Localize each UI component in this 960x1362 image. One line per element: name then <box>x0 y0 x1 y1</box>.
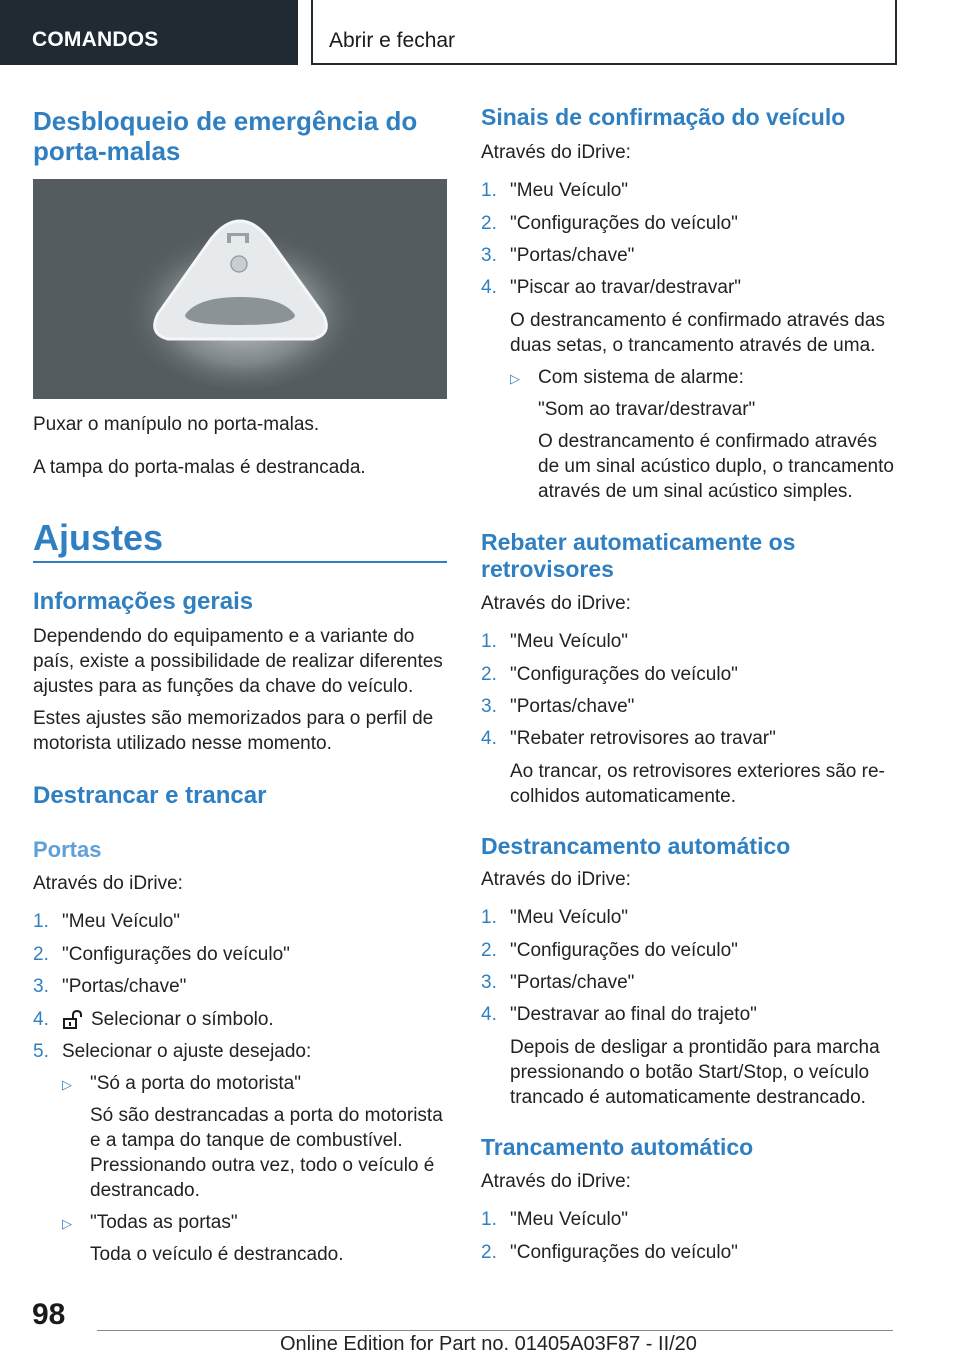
paragraph: A tampa do porta-malas é destrancada. <box>33 457 366 478</box>
section-title: Sinais de confirmação do veículo <box>481 104 846 130</box>
paragraph: Dependendo do equipamento e a variante do país, existe a possibilidade de realizar diferentes ajustes para as funções da chave do veículo. <box>33 626 443 697</box>
triangle-bullet-icon: ▷ <box>62 1077 72 1092</box>
paragraph: Através do iDrive: <box>481 1171 631 1192</box>
section-title: Informações gerais <box>33 588 254 615</box>
triangle-bullet-icon: ▷ <box>62 1216 72 1231</box>
section-title: Destrancamento automático <box>481 833 791 859</box>
paragraph: Através do iDrive: <box>33 873 183 894</box>
footer-rule <box>97 1330 893 1331</box>
trunk-handle-illustration <box>33 179 447 399</box>
chapter-label: Abrir e fechar <box>329 29 456 52</box>
option-label: "Som ao travar/destravar" <box>538 399 756 420</box>
section-title: Destrancar e trancar <box>33 782 267 809</box>
option-description: O destrancamento é confirmado através de um sinal acústico duplo, o trancamento através de um sinal acústico simples. <box>538 431 894 502</box>
page-number: 98 <box>32 1298 66 1331</box>
paragraph: Através do iDrive: <box>481 142 631 163</box>
paragraph: O destrancamento é confirmado através das duas setas, o trancamento através de uma. <box>510 310 885 356</box>
paragraph: Através do iDrive: <box>481 869 631 890</box>
option-description: Toda o veículo é destrancado. <box>90 1244 344 1265</box>
option-label: Com sistema de alarme: <box>538 367 744 388</box>
footer-text: Online Edition for Part no. 01405A03F87 - II/20 <box>280 1333 697 1355</box>
section-label: COMANDOS <box>32 28 159 51</box>
option-label: "Só a porta do motorista" <box>90 1073 301 1094</box>
paragraph: Depois de desligar a prontidão para marcha pressionando o botão Start/Stop, o veículo trancado é automaticamente destrancado. <box>510 1037 880 1108</box>
section-tab <box>0 0 298 65</box>
paragraph: Estes ajustes são memorizados para o perfil de motorista utilizado nesse momento. <box>33 708 434 754</box>
paragraph: Através do iDrive: <box>481 593 631 614</box>
unlock-icon <box>62 1010 84 1030</box>
paragraph: Puxar o manípulo no porta-malas. <box>33 414 320 435</box>
paragraph: Ao trancar, os retrovisores exteriores são re- colhidos automaticamente. <box>510 761 885 807</box>
option-label: "Todas as portas" <box>90 1212 238 1233</box>
title-line-2: porta-malas <box>33 136 181 166</box>
section-title: Rebater automaticamente os retrovisores <box>481 529 796 582</box>
chapter-tab <box>311 0 897 65</box>
chapter-title: Ajustes <box>33 517 164 558</box>
option-description: Só são destrancadas a porta do motorista e a tampa do tanque de combustível. Pressionando outra vez, todo o veículo é destrancado. <box>90 1105 443 1201</box>
trunk-handle-photo <box>33 179 447 399</box>
subsection-title: Portas <box>33 837 102 862</box>
triangle-bullet-icon: ▷ <box>510 371 520 386</box>
emergency-release-title <box>33 106 417 166</box>
section-title: Trancamento automático <box>481 1134 754 1160</box>
title-line-1: Desbloqueio de emergência do <box>33 106 418 136</box>
title-rule <box>33 561 447 563</box>
